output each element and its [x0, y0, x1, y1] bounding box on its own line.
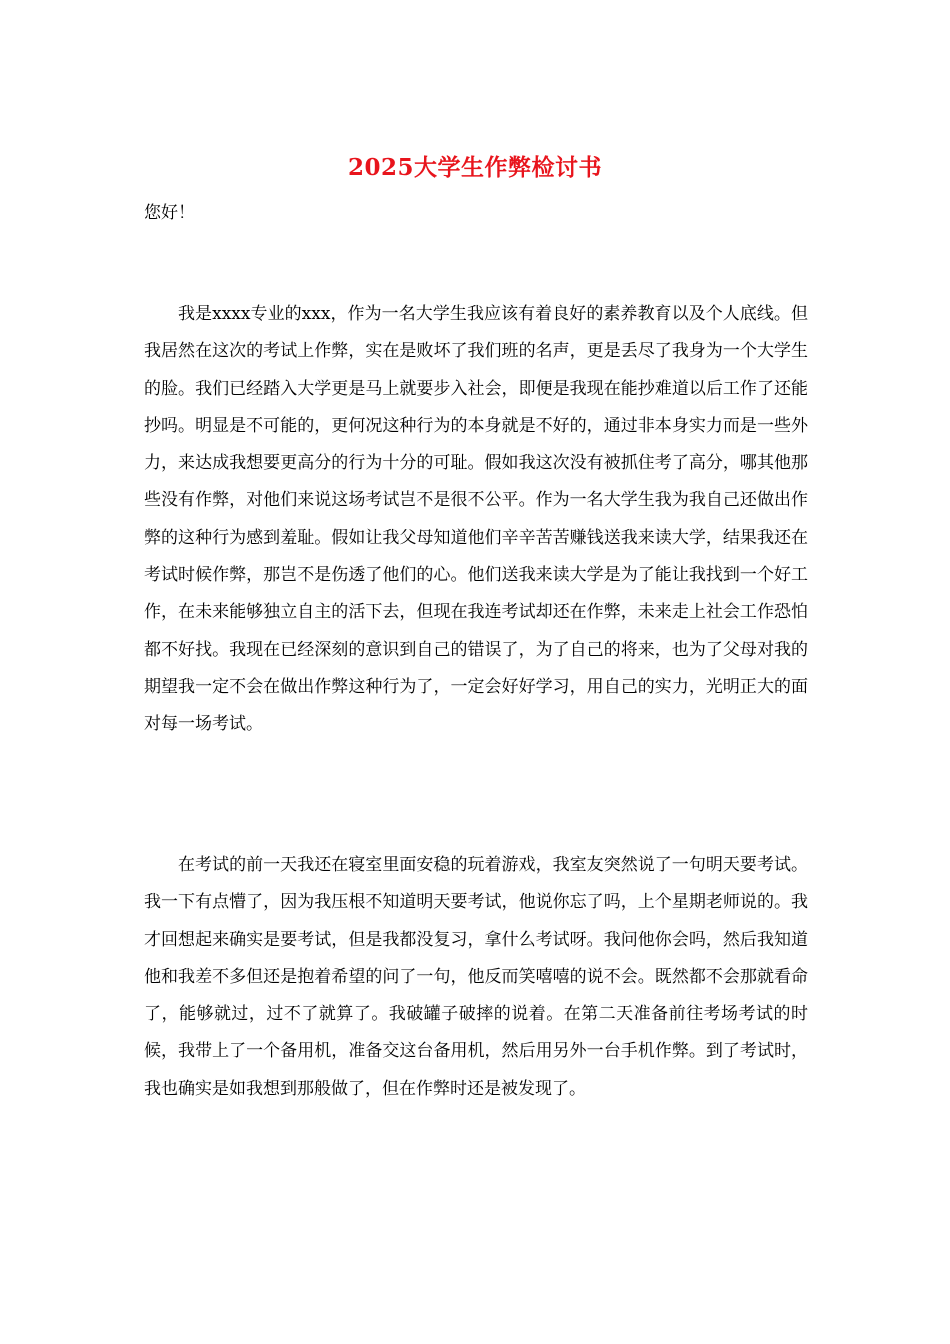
body-paragraph-1: 我是xxxx专业的xxx，作为一名大学生我应该有着良好的素养教育以及个人底线。但我居然在这次的考试上作弊，实在是败坏了我们班的名声，更是丢尽了我身为一个大学生的脸。我们已经踏入大学更是马上就要步入社会，即便是我现在能抄难道以后工作了还能抄吗。明显是不可能的，更何况这种行为的本身就是不好的，通过非本身实力而是一些外力，来达成我想要更高分的行为十分的可耻。假如我这次没有被抓住考了高分，哪其他那些没有作弊，对他们来说这场考试岂不是很不公平。作为一名大学生我为我自己还做出作弊的这种行为感到羞耻。假如让我父母知道他们辛辛苦苦赚钱送我来读大学，结果我还在考试时候作弊，那岂不是伤透了他们的心。他们送我来读大学是为了能让我找到一个好工作，在未来能够独立自主的活下去，但现在我连考试却还在作弊，未来走上社会工作恐怕都不好找。我现在已经深刻的意识到自己的错误了，为了自己的将来，也为了父母对我的期望我一定不会在做出作弊这种行为了，一定会好好学习，用自己的实力，光明正大的面对每一场考试。: [144, 304, 808, 735]
greeting-text: 您好！: [144, 203, 195, 223]
body-paragraph-2: 在考试的前一天我还在寝室里面安稳的玩着游戏，我室友突然说了一句明天要考试。我一下有点懵了，因为我压根不知道明天要考试，他说你忘了吗，上个星期老师说的。我才回想起来确实是要考试，但是我都没复习，拿什么考试呀。我问他你会吗，然后我知道他和我差不多但还是抱着希望的问了一句，他反而笑嘻嘻的说不会。既然都不会那就看命了，能够就过，过不了就算了。我破罐子破摔的说着。在第二天准备前往考场考试的时候，我带上了一个备用机，准备交这台备用机，然后用另外一台手机作弊。到了考试时，我也确实是如我想到那般做了，但在作弊时还是被发现了。: [144, 855, 808, 1099]
document-title: 2025大学生作弊检讨书: [347, 154, 602, 181]
